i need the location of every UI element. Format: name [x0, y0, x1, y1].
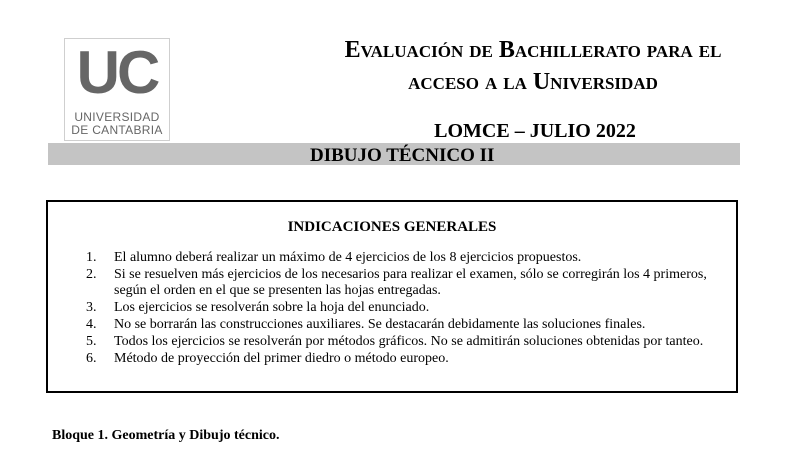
instruction-text: Si se resuelven más ejercicios de los necesarios para realizar el examen, sólo se corregirán los 4 primeros, según el orden en el que se presenten las hojas entregadas. — [114, 267, 707, 298]
subject-title: DIBUJO TÉCNICO II — [310, 145, 495, 166]
instruction-number: 3. — [86, 300, 97, 315]
instruction-number: 1. — [86, 250, 97, 265]
section-heading: Bloque 1. Geometría y Dibujo técnico. — [52, 428, 280, 443]
instructions-list — [48, 250, 714, 368]
instruction-item — [48, 317, 714, 333]
logo-text-line1: UNIVERSIDAD — [74, 110, 160, 124]
document-title-line2: acceso a la Universidad — [408, 69, 658, 95]
instruction-text: Los ejercicios se resolverán sobre la hoja del enunciado. — [114, 300, 430, 315]
logo-text-line2: DE CANTABRIA — [71, 123, 163, 137]
university-logo — [64, 38, 170, 141]
instruction-item — [48, 300, 714, 316]
instruction-item — [48, 351, 714, 367]
instruction-text: Método de proyección del primer diedro o método europeo. — [114, 351, 449, 366]
instructions-box — [46, 200, 738, 393]
instruction-text: Todos los ejercicios se resolverán por métodos gráficos. No se admitirán soluciones obtenidas por tanteo. — [114, 334, 704, 349]
instruction-number: 2. — [86, 267, 97, 282]
instruction-item — [48, 267, 714, 299]
instruction-number: 5. — [86, 334, 97, 349]
instruction-item — [48, 334, 714, 350]
document-title-line1: Evaluación de Bachillerato para el — [344, 37, 722, 63]
exam-session: LOMCE – JULIO 2022 — [434, 120, 636, 142]
logo-mark: UC — [76, 39, 158, 106]
instructions-title: INDICACIONES GENERALES — [287, 219, 497, 235]
instruction-text: El alumno deberá realizar un máximo de 4 ejercicios de los 8 ejercicios propuestos. — [114, 250, 582, 265]
instruction-item — [48, 250, 714, 266]
instruction-number: 6. — [86, 351, 97, 366]
instruction-number: 4. — [86, 317, 97, 332]
instruction-text: No se borrarán las construcciones auxiliares. Se destacarán debidamente las soluciones finales. — [114, 317, 646, 332]
